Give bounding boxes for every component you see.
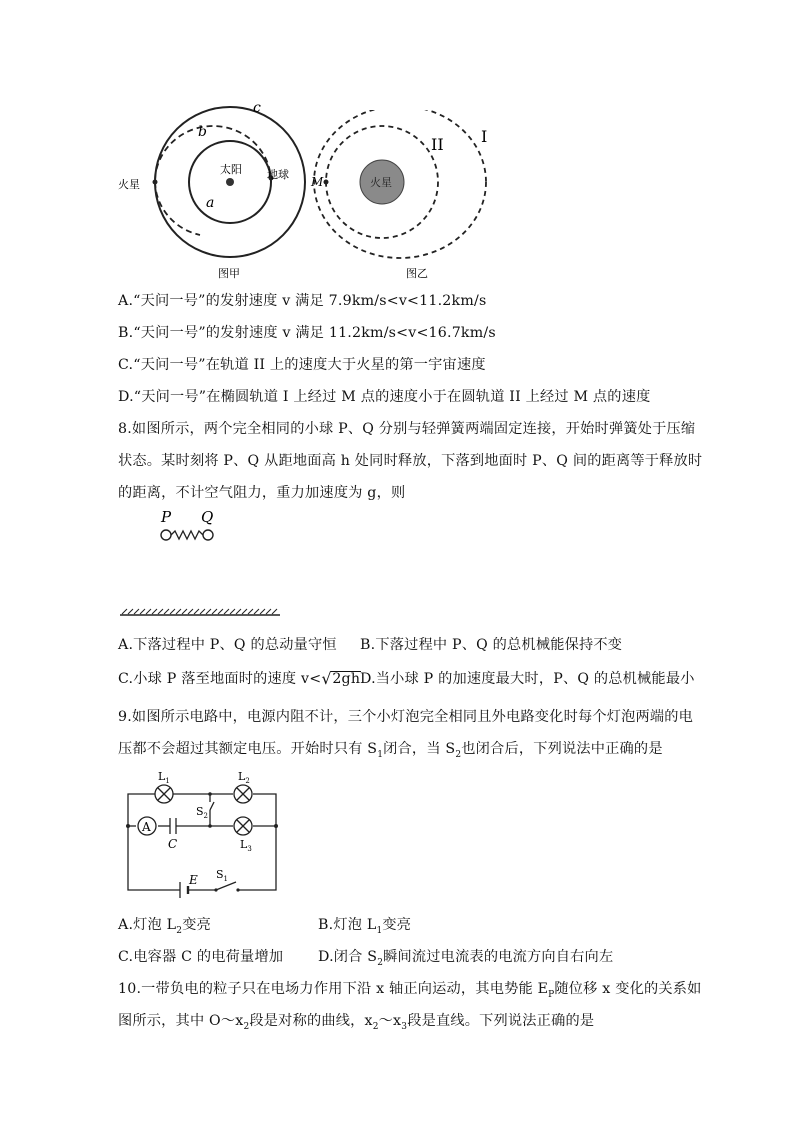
switch-S1-label: $S_1$ [216,868,229,883]
q7-option-a: A.“天问一号”的发射速度 v 满足 7.9km/s<v<11.2km/s [118,293,487,309]
figure-spring-balls [118,505,288,625]
figure-orbits-sun [112,92,312,284]
label-mars: 火星 [118,178,140,191]
q7-option-c: C.“天问一号”在轨道 II 上的速度大于火星的第一宇宙速度 [118,357,486,373]
lamp-L1-label: $L_1$ [158,770,170,785]
lamp-L2-label: $L_2$ [238,770,250,785]
switch-s1-pivot [214,888,217,891]
label-mars-planet: 火星 [370,176,392,189]
switch-s1-contact [236,888,239,891]
label-I: I [481,127,488,146]
q8-option-c [118,668,361,688]
label-earth: 地球 [267,168,289,181]
capacitor-C-label: C [168,837,178,851]
q8-option-a: A.下落过程中 P、Q 的总动量守恒 [118,637,337,653]
sqrt-radicand: 2gh [332,671,361,687]
label-b: b [198,124,207,140]
q10-stem-2: 图所示，其中 $O\sim x_2$段是对称的曲线，$x_2\sim x_3$段是直线。下列说法正确的是 [118,1013,595,1032]
source-E-label: E [189,873,198,887]
node-s2-bottom [208,824,212,828]
q9-option-a: A.灯泡 $L_2$变亮 [118,917,211,936]
figure-orbits-mars [306,110,506,284]
caption-fig2: 图乙 [406,267,428,280]
sqrt-sign: √ 2gh [321,669,361,688]
label-sun: 太阳 [220,163,242,176]
label-II: II [431,135,444,154]
node-right [274,824,278,828]
ball-Q [203,530,213,540]
q9-option-c: C.电容器 C 的电荷量增加 [118,949,284,965]
q9-option-d: D.闭合 $S_2$瞬间流过电流表的电流方向自右向左 [318,949,614,968]
ammeter-A: A [142,820,151,834]
figure-circuit [118,762,288,900]
node-s2-top [208,792,212,796]
q8-stem-3: 的距离，不计空气阻力，重力加速度为 g，则 [118,485,406,501]
q8-option-c-text: C.小球 P 落至地面时的速度 v< [118,671,322,687]
ground [120,609,280,615]
q8-option-d: D.当小球 P 的加速度最大时，P、Q 的总机械能最小 [360,671,695,687]
q7-option-d: D.“天问一号”在椭圆轨道 I 上经过 M 点的速度小于在圆轨道 II 上经过 M 点的速度 [118,389,651,405]
spring [171,531,203,539]
switch-S2-label: $S_2$ [196,805,209,820]
caption-fig1: 图甲 [218,267,240,280]
q7-option-b: B.“天问一号”的发射速度 v 满足 11.2km/s<v<16.7km/s [118,325,496,341]
q10-stem-1: 10.一带负电的粒子只在电场力作用下沿 x 轴正向运动，其电势能 $E_P$随位移 x 变化的关系如 [118,981,702,1000]
q9-stem-2: 压都不会超过其额定电压。开始时只有 $S_1$闭合，当 $S_2$也闭合后，下列说法中正确的是 [118,741,663,760]
lamp-L3-label: $L_3$ [240,838,252,853]
node-left [126,824,130,828]
label-M: M [311,175,324,189]
label-Q: Q [201,508,214,526]
label-a: a [206,195,215,211]
q8-stem-2: 状态。某时刻将 P、Q 从距地面高 h 处同时释放，下落到地面时 P、Q 间的距离等于释放时 [118,453,703,469]
orbit-b-lower [155,182,200,235]
label-P: P [161,508,172,526]
q9-option-b: B.灯泡 $L_1$变亮 [318,917,412,936]
mars-dot [153,180,158,185]
q9-stem-1: 9.如图所示电路中，电源内阻不计，三个小灯泡完全相同且外电路变化时每个灯泡两端的电 [118,709,694,725]
ball-P [161,530,171,540]
sun-dot [226,178,234,186]
point-M [324,180,329,185]
q8-stem-1: 8.如图所示，两个完全相同的小球 P、Q 分别与轻弹簧两端固定连接，开始时弹簧处于压缩 [118,421,696,437]
label-c: c [253,100,261,116]
q8-option-b: B.下落过程中 P、Q 的总机械能保持不变 [360,637,623,653]
